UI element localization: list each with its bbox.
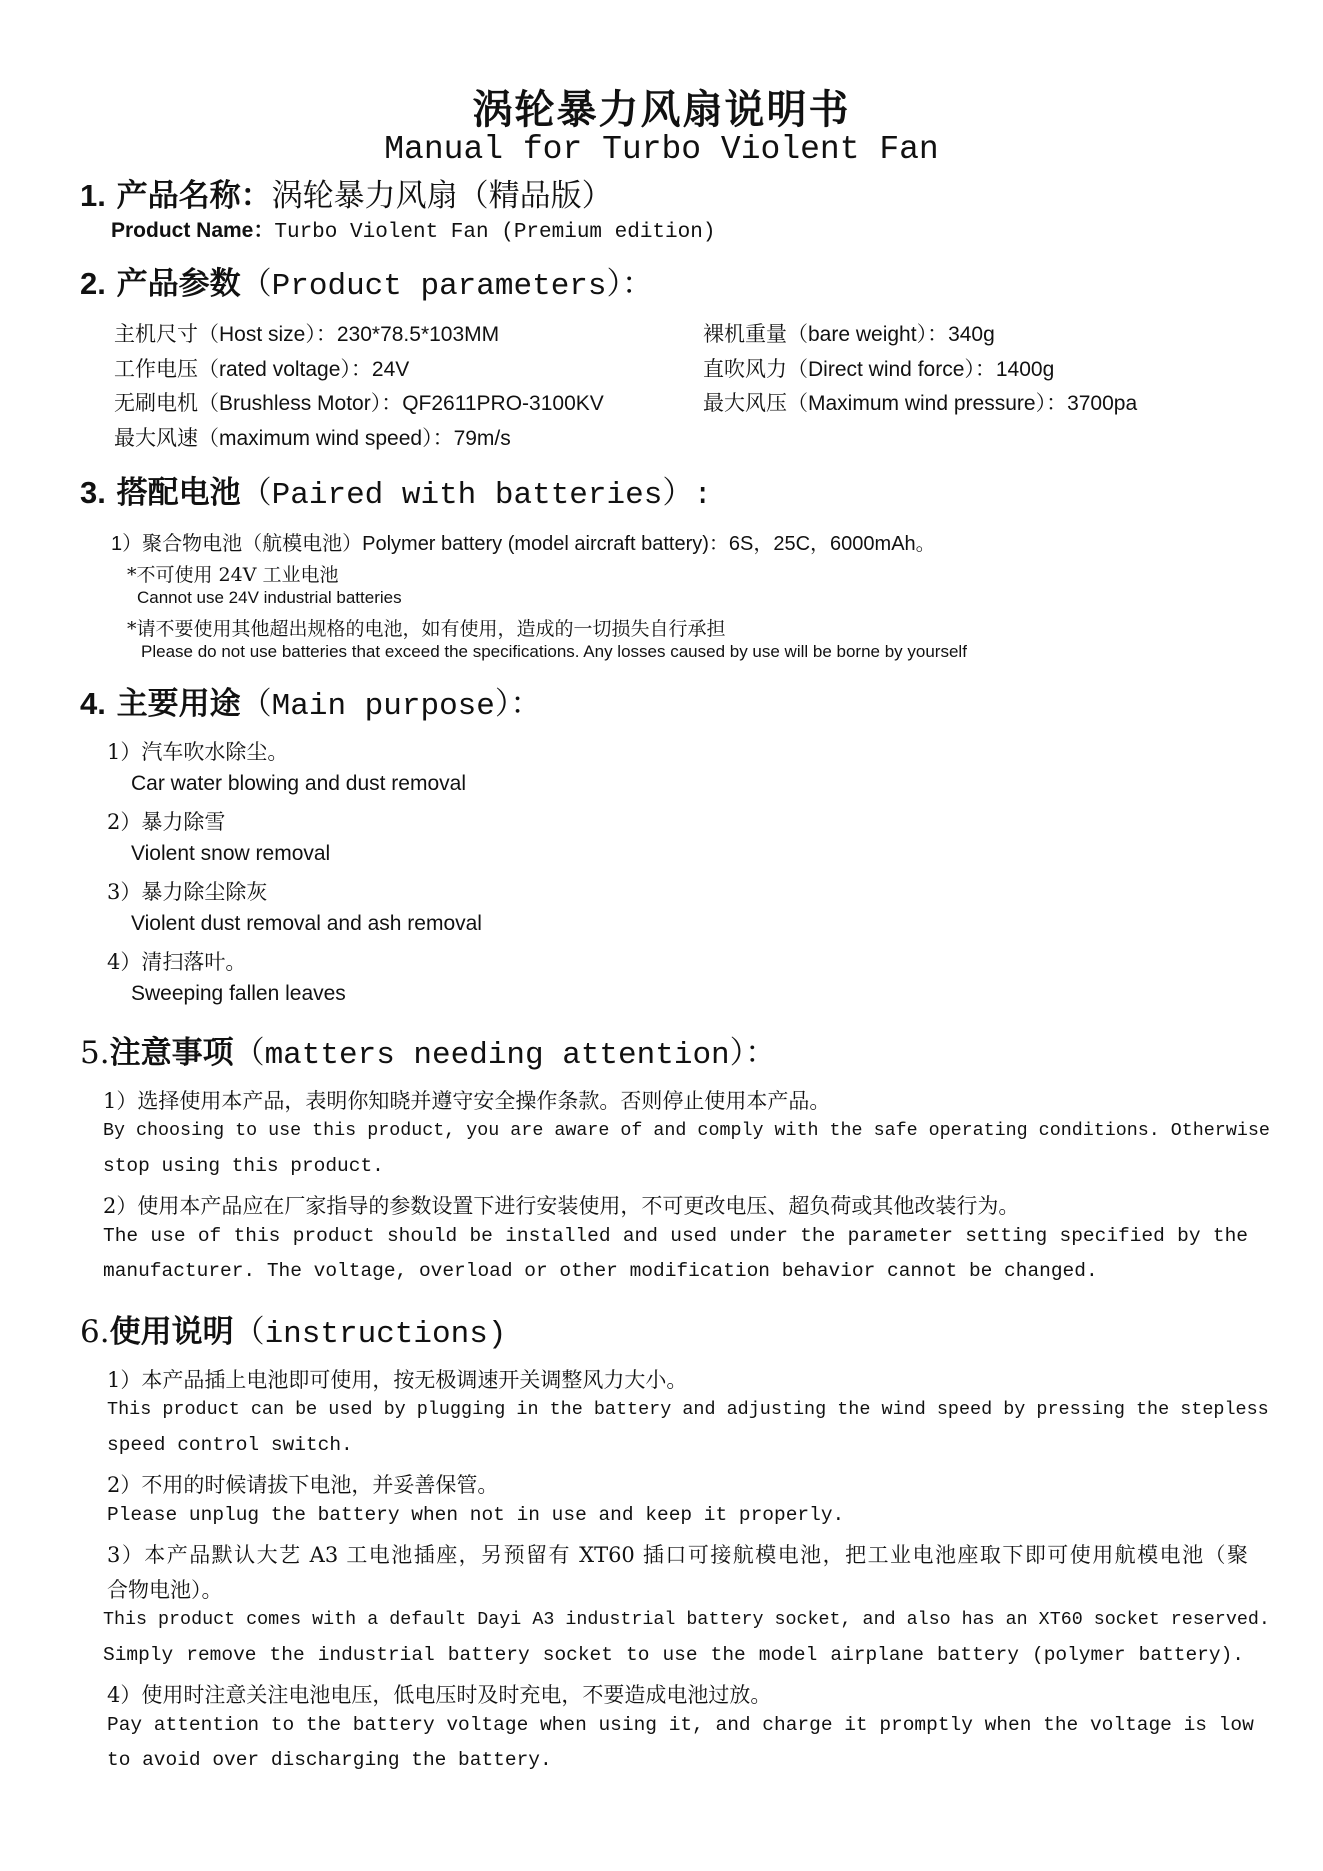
attention-item-2-en-line-2: manufacturer. The voltage, overload or other modification behavior cannot be changed.	[103, 1260, 1098, 1282]
purpose-item-2-cn: 2）暴力除雪	[107, 810, 226, 834]
section-6-number: 6.	[80, 1314, 110, 1350]
purpose-item-3-cn: 3）暴力除尘除灰	[107, 880, 268, 904]
instruction-item-3-en-line-2: Simply remove the industrial battery socket to use the model airplane battery (polymer battery).	[103, 1644, 1244, 1666]
section-3-number: 3.	[80, 475, 106, 510]
purpose-item-1-cn: 1）汽车吹水除尘。	[107, 740, 289, 764]
battery-note-1-en: Cannot use 24V industrial batteries	[137, 588, 402, 607]
section-2-title-en: （Product parameters）：	[240, 269, 654, 304]
instruction-item-3-en-line-1: This product comes with a default Dayi A3 industrial battery socket, and also has an XT60 socket reserved.	[103, 1609, 1270, 1630]
section-4-heading	[80, 678, 541, 724]
section-4-title-en: （Main purpose）：	[240, 689, 542, 724]
section-2-number: 2.	[80, 266, 106, 301]
section-1-heading	[80, 170, 613, 215]
battery-note-2-cn: *请不要使用其他超出规格的电池，如有使用，造成的一切损失自行承担	[127, 618, 726, 640]
section-5-title-en: （matters needing attention）：	[233, 1038, 777, 1073]
title-chinese: 涡轮暴力风扇说明书	[472, 86, 851, 133]
battery-note-2-en: Please do not use batteries that exceed the specifications. Any losses caused by use will be borne by yourself	[141, 642, 967, 661]
section-5-number: 5.	[80, 1035, 110, 1071]
purpose-item-4-cn: 4）清扫落叶。	[107, 950, 247, 974]
instruction-item-4-en-line-2: to avoid over discharging the battery.	[107, 1749, 552, 1771]
instruction-item-1-en-line-2: speed control switch.	[107, 1434, 353, 1456]
instruction-item-4-cn: 4）使用时注意关注电池电压，低电压时及时充电，不要造成电池过放。	[107, 1683, 772, 1707]
section-5-title: 注意事项	[109, 1035, 234, 1071]
instruction-item-3-cn-line-1: 3）本产品默认大艺 A3 工电池插座，另预留有 XT60 插口可接航模电池，把工业电池座取下即可使用航模电池（聚	[107, 1543, 1248, 1567]
battery-item-1: 1）聚合物电池（航模电池）Polymer battery (model aircraft battery)：6S，25C，6000mAh。	[111, 533, 936, 555]
section-2-title: 产品参数	[116, 266, 241, 302]
instruction-item-4-en-line-1: Pay attention to the battery voltage when using it, and charge it promptly when the voltage is low	[107, 1714, 1254, 1736]
title-english: Manual for Turbo Violent Fan	[384, 131, 939, 168]
param-direct-wind-force: 直吹风力（Direct wind force）：1400g	[703, 358, 1055, 381]
product-name-value: Turbo Violent Fan (Premium edition)	[274, 221, 716, 244]
section-5-heading	[80, 1027, 776, 1073]
section-1-title-value: 涡轮暴力风扇（精品版）	[271, 178, 613, 214]
purpose-item-2-en: Violent snow removal	[131, 842, 331, 865]
section-6-title: 使用说明	[109, 1314, 234, 1350]
section-4-title: 主要用途	[116, 686, 241, 722]
param-brushless-motor: 无刷电机（Brushless Motor）：QF2611PRO-3100KV	[114, 392, 604, 415]
attention-item-1-cn: 1）选择使用本产品，表明你知晓并遵守安全操作条款。否则停止使用本产品。	[103, 1089, 831, 1113]
section-1-number: 1.	[80, 178, 106, 213]
instruction-item-2-en: Please unplug the battery when not in use and keep it properly.	[107, 1504, 845, 1526]
instruction-item-2-cn: 2）不用的时候请拔下电池，并妥善保管。	[107, 1473, 499, 1497]
purpose-item-4-en: Sweeping fallen leaves	[131, 982, 346, 1005]
section-1-title: 产品名称：	[116, 178, 272, 214]
purpose-item-3-en: Violent dust removal and ash removal	[131, 912, 482, 935]
param-host-size: 主机尺寸（Host size）：230*78.5*103MM	[114, 323, 500, 346]
param-bare-weight: 裸机重量（bare weight）：340g	[703, 323, 995, 346]
param-max-wind-speed: 最大风速（maximum wind speed）：79m/s	[114, 427, 511, 450]
instruction-item-3-cn-line-2: 合物电池）。	[107, 1578, 223, 1602]
attention-item-2-cn: 2）使用本产品应在厂家指导的参数设置下进行安装使用，不可更改电压、超负荷或其他改装行为。	[103, 1194, 1020, 1218]
instruction-item-1-en-line-1: This product can be used by plugging in the battery and adjusting the wind speed by pressing the stepless	[107, 1399, 1269, 1420]
param-max-wind-pressure: 最大风压（Maximum wind pressure）：3700pa	[703, 392, 1138, 415]
section-3-title: 搭配电池	[116, 475, 241, 511]
attention-item-1-en-line-2: stop using this product.	[103, 1155, 384, 1177]
attention-item-2-en-line-1: The use of this product should be installed and used under the parameter setting specified by the	[103, 1225, 1248, 1247]
attention-item-1-en-line-1: By choosing to use this product, you are aware of and comply with the safe operating conditions. Otherwise	[103, 1120, 1270, 1141]
instruction-item-1-cn: 1）本产品插上电池即可使用，按无极调速开关调整风力大小。	[107, 1368, 688, 1392]
param-rated-voltage: 工作电压（rated voltage）：24V	[114, 358, 410, 381]
product-name-label: Product Name：	[111, 219, 275, 242]
product-name-line	[111, 214, 715, 244]
section-6-heading	[80, 1306, 506, 1352]
section-4-number: 4.	[80, 686, 106, 721]
section-6-title-en: （instructions)	[233, 1317, 507, 1352]
section-3-heading	[80, 467, 712, 513]
section-2-heading	[80, 258, 653, 304]
section-3-title-en: （Paired with batteries）:	[240, 478, 712, 513]
battery-note-1-cn: *不可使用 24V 工业电池	[127, 564, 339, 586]
purpose-item-1-en: Car water blowing and dust removal	[131, 772, 466, 795]
